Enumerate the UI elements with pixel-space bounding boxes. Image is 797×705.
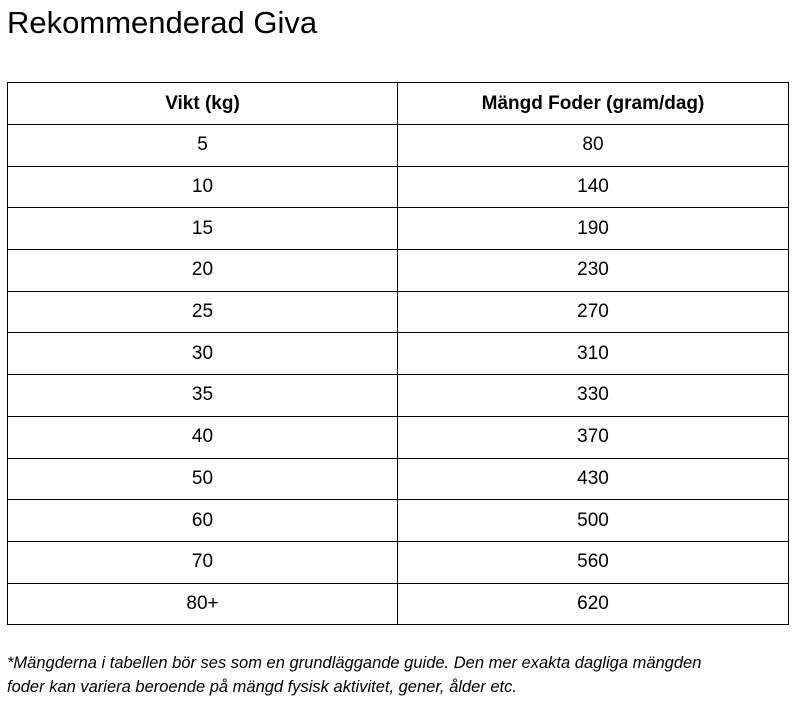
table-row: [8, 125, 789, 167]
footnote-line-2: foder kan variera beroende på mängd fysisk aktivitet, gener, ålder etc.: [7, 678, 517, 696]
table-row: [8, 500, 789, 542]
weight-cell: 25: [8, 291, 398, 333]
table-row: [8, 541, 789, 583]
feed-amount-cell: 560: [398, 541, 789, 583]
weight-cell: 15: [8, 208, 398, 250]
feed-amount-cell: 270: [398, 291, 789, 333]
table-row: [8, 166, 789, 208]
weight-cell: 35: [8, 375, 398, 417]
column-header-weight: Vikt (kg): [8, 83, 398, 125]
table-row: [8, 250, 789, 292]
table-row: [8, 375, 789, 417]
weight-cell: 10: [8, 166, 398, 208]
weight-cell: 80+: [8, 583, 398, 625]
feeding-table: [7, 82, 789, 625]
weight-cell: 30: [8, 333, 398, 375]
page-title: Rekommenderad Giva: [7, 5, 318, 40]
feed-amount-cell: 500: [398, 500, 789, 542]
feed-amount-cell: 430: [398, 458, 789, 500]
table-row: [8, 291, 789, 333]
table-header-row: [8, 83, 789, 125]
feed-amount-cell: 140: [398, 166, 789, 208]
weight-cell: 70: [8, 541, 398, 583]
weight-cell: 50: [8, 458, 398, 500]
table-row: [8, 416, 789, 458]
feed-amount-cell: 230: [398, 250, 789, 292]
table-row: [8, 208, 789, 250]
feed-amount-cell: 190: [398, 208, 789, 250]
column-header-feed-amount: Mängd Foder (gram/dag): [398, 83, 789, 125]
table-row: [8, 583, 789, 625]
footnote: [7, 651, 791, 699]
weight-cell: 5: [8, 125, 398, 167]
table-row: [8, 458, 789, 500]
feed-amount-cell: 80: [398, 125, 789, 167]
weight-cell: 20: [8, 250, 398, 292]
footnote-line-1: *Mängderna i tabellen bör ses som en grundläggande guide. Den mer exakta dagliga mängden: [7, 654, 702, 672]
weight-cell: 60: [8, 500, 398, 542]
feed-amount-cell: 620: [398, 583, 789, 625]
feed-amount-cell: 330: [398, 375, 789, 417]
table-row: [8, 333, 789, 375]
feed-amount-cell: 310: [398, 333, 789, 375]
feed-amount-cell: 370: [398, 416, 789, 458]
weight-cell: 40: [8, 416, 398, 458]
